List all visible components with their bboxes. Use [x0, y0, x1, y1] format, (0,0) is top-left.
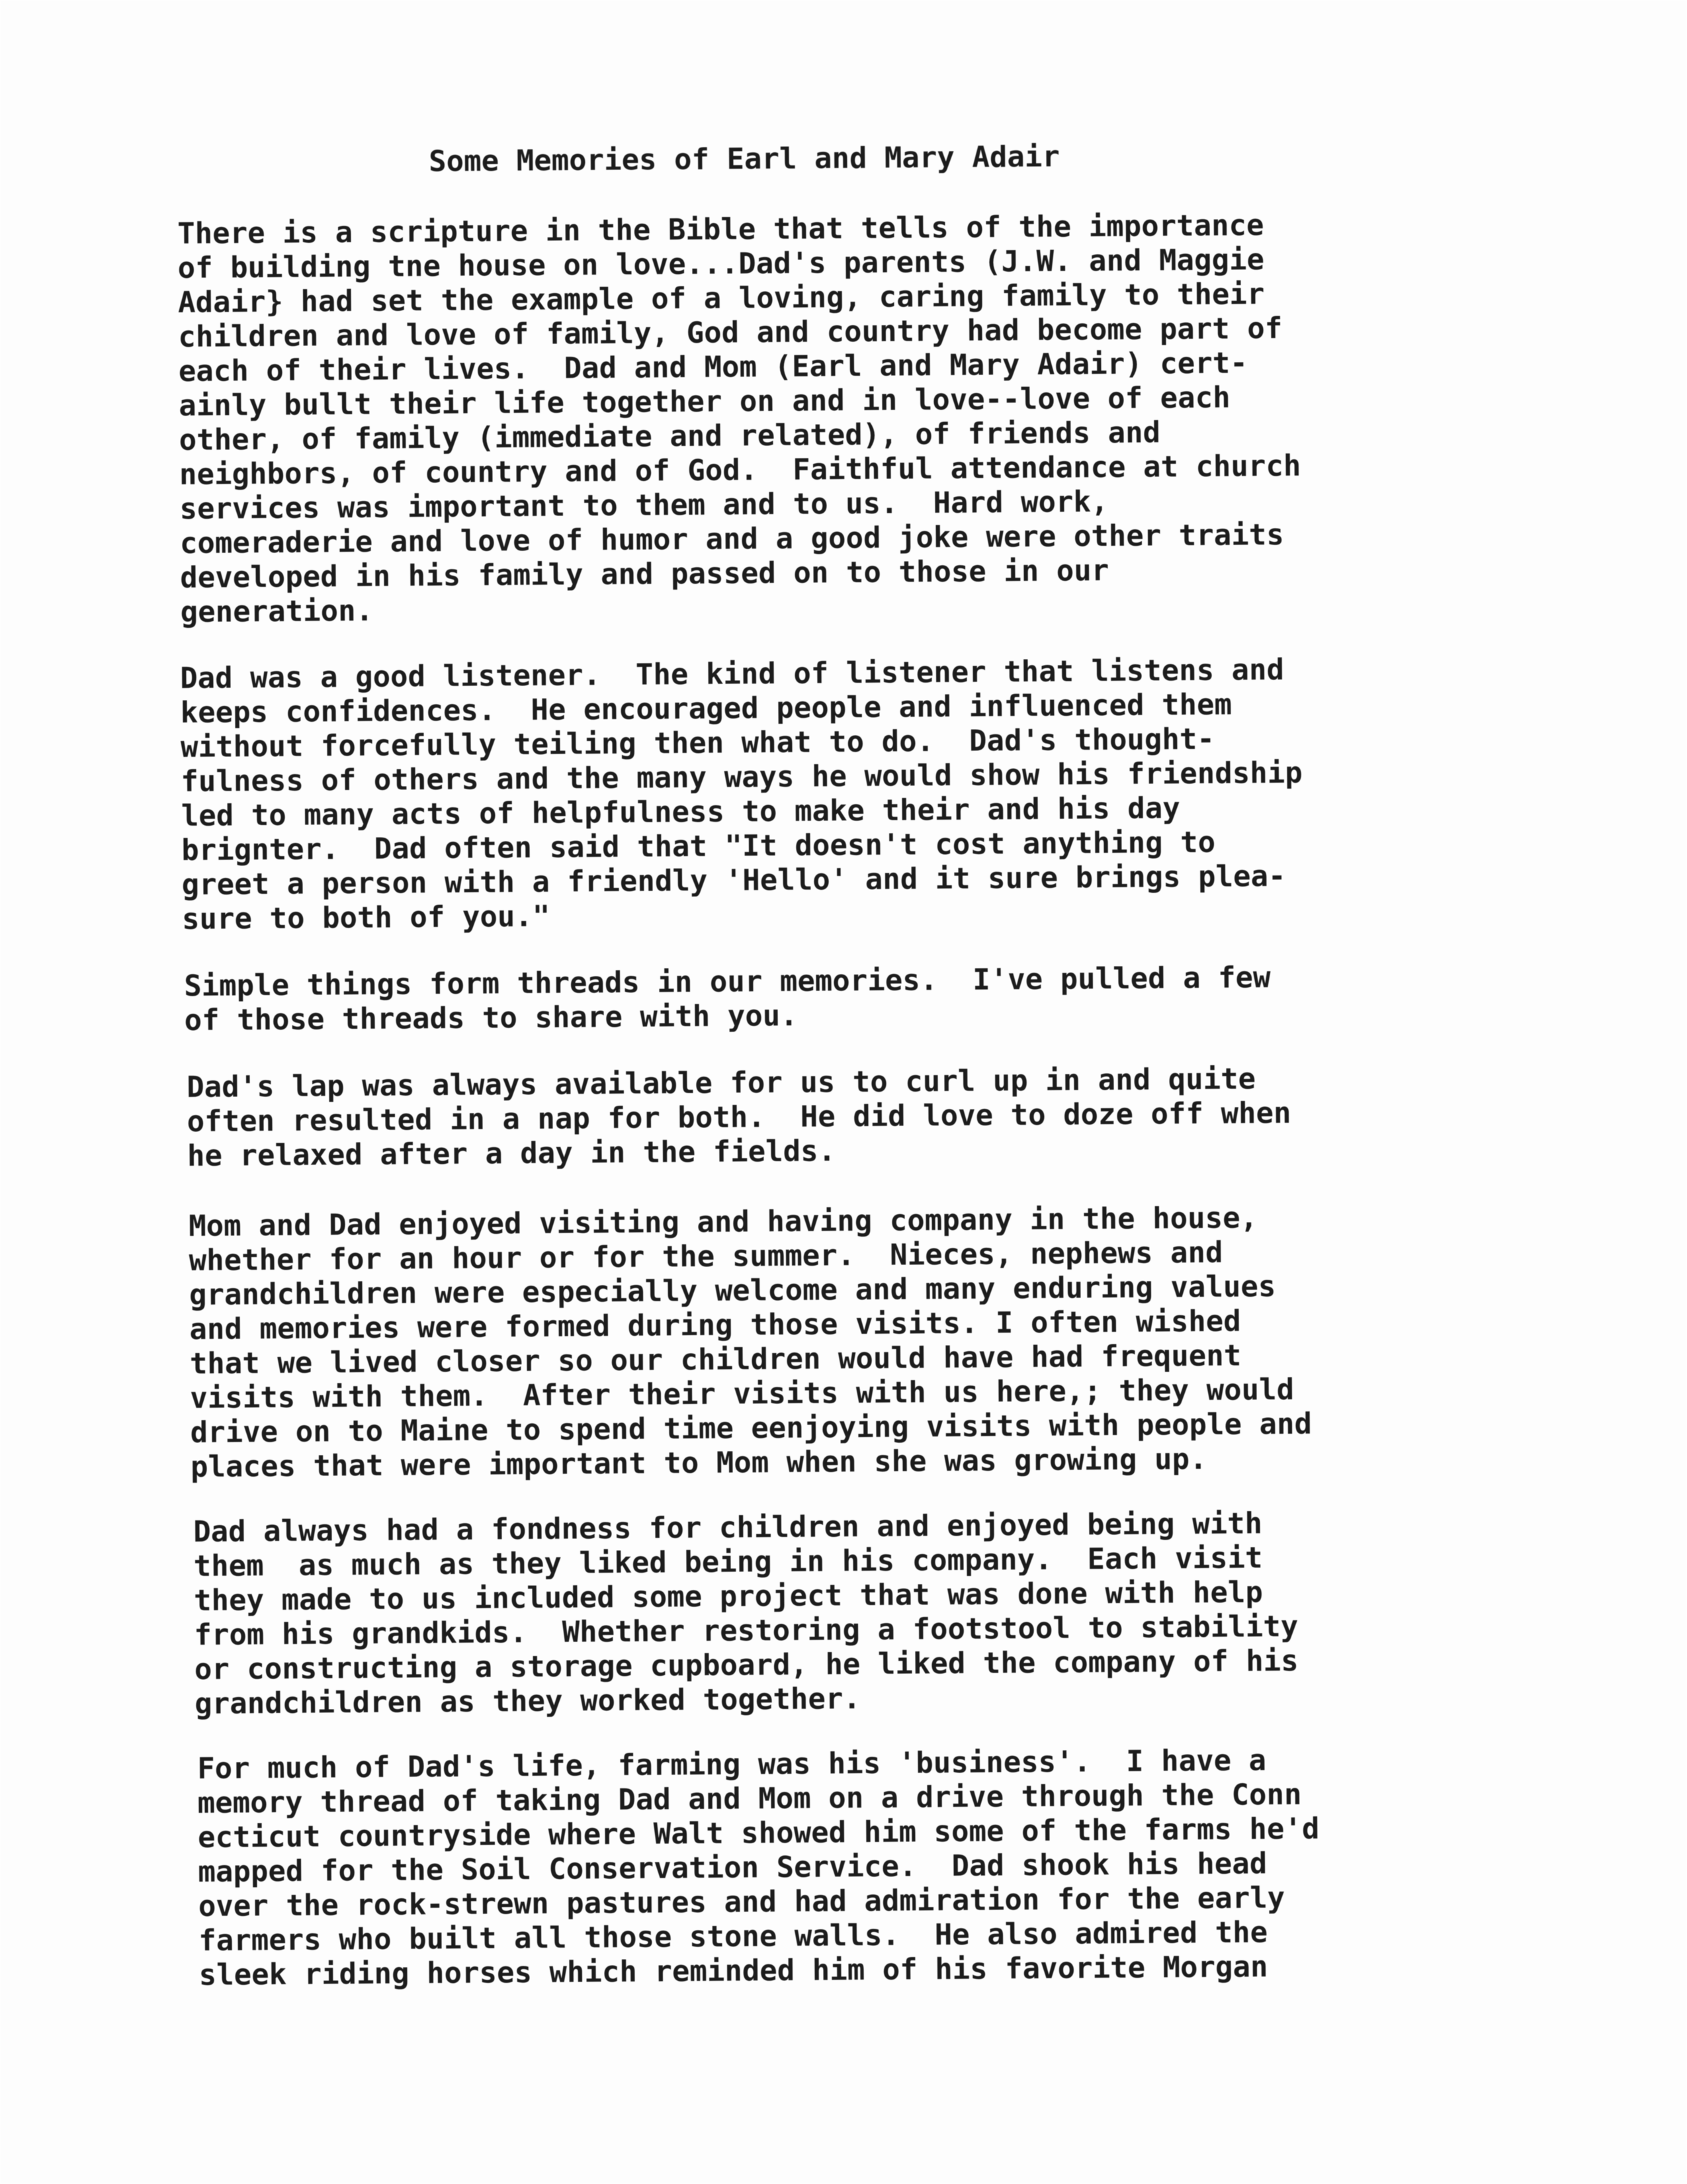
text-line: memory thread of taking Dad and Mom on a drive through the Conn	[197, 1777, 1302, 1820]
text-line: visits with them. After their visits with us here,; they would	[190, 1372, 1295, 1415]
paragraph-7	[197, 1741, 1575, 1993]
text-line: comeraderie and love of humor and a good joke were other traits	[179, 517, 1284, 560]
text-line: often resulted in a nap for both. He did love to doze off when	[187, 1096, 1291, 1139]
text-line: For much of Dad's life, farming was his 'business'. I have a	[197, 1743, 1267, 1786]
text-line: ecticut countryside where Walt showed him some of the farms he'd	[197, 1812, 1320, 1855]
text-line: they made to us included some project that was done with help	[193, 1575, 1264, 1618]
paragraph-2	[180, 651, 1558, 937]
text-line: children and love of family, God and country had become part of	[178, 311, 1283, 354]
text-line: keeps confidences. He encouraged people and influenced them	[180, 687, 1233, 730]
paragraph-3	[184, 959, 1561, 1038]
text-line: grandchildren were especially welcome and many enduring values	[189, 1270, 1276, 1312]
text-line: each of their lives. Dad and Mom (Earl and Mary Adair) cert-	[178, 346, 1248, 388]
text-line: Dad's lap was always available for us to curl up in and quite	[187, 1062, 1256, 1104]
text-line: mapped for the Soil Conservation Service. Dad shook his head	[198, 1847, 1268, 1889]
text-line: grandchildren as they worked together.	[195, 1682, 861, 1721]
text-line: of building tne house on love...Dad's parents (J.W. and Maggie	[177, 243, 1265, 285]
text-line: led to many acts of helpfulness to make their and his day	[181, 791, 1180, 833]
paragraph-4	[187, 1060, 1563, 1174]
text-line: he relaxed after a day in the fields.	[187, 1134, 836, 1173]
text-line: neighbors, of country and of God. Faithful attendance at church	[179, 449, 1301, 492]
text-line: from his grandkids. Whether restoring a footstool to stability	[194, 1609, 1299, 1652]
text-line: developed in his family and passed on to those in our	[180, 553, 1109, 595]
text-line: other, of family (immediate and related), of friends and	[179, 415, 1161, 457]
text-line: or constructing a storage cupboard, he liked the company of his	[194, 1643, 1299, 1686]
text-line: services was important to them and to us. Hard work,	[179, 484, 1109, 526]
text-line: Dad was a good listener. The kind of listener that listens and	[180, 652, 1285, 695]
paragraph-6	[193, 1505, 1571, 1722]
text-line: ainly bullt their life together on and in love--love of each	[179, 380, 1231, 423]
text-line: of those threads to share with you.	[184, 998, 798, 1037]
text-line: whether for an hour or for the summer. Nieces, nephews and	[189, 1235, 1223, 1278]
text-line: farmers who built all those stone walls. He also admired the	[198, 1915, 1268, 1958]
text-line: There is a scripture in the Bible that tells of the importance	[177, 208, 1264, 251]
text-line: over the rock-strewn pastures and had admiration for the early	[198, 1881, 1285, 1923]
document-title: Some Memories of Earl and Mary Adair	[428, 140, 1060, 179]
text-line: generation.	[180, 593, 374, 629]
text-line: Dad always had a fondness for children and enjoyed being with	[193, 1507, 1263, 1549]
text-line: and memories were formed during those visits. I often wished	[189, 1304, 1241, 1346]
text-line: brignter. Dad often said that "It doesn't cost anything to	[181, 825, 1216, 867]
text-line: sleek riding horses which reminded him of his favorite Morgan	[198, 1950, 1268, 1992]
text-line: that we lived closer so our children would have had frequent	[189, 1338, 1242, 1381]
text-line: fulness of others and the many ways he would show his friendship	[181, 756, 1303, 799]
text-line: sure to both of you."	[181, 899, 550, 936]
text-line: places that were important to Mom when she was growing up.	[190, 1442, 1207, 1484]
text-line: greet a person with a friendly 'Hello' and it sure brings plea-	[181, 859, 1286, 902]
text-line: Simple things form threads in our memories. I've pulled a few	[184, 961, 1271, 1003]
text-line: Adair} had set the example of a loving, caring family to their	[177, 277, 1265, 320]
text-line: without forcefully teiling then what to do. Dad's thought-	[180, 722, 1215, 764]
text-line: drive on to Maine to spend time eenjoying visits with people and	[190, 1407, 1313, 1450]
text-line: them as much as they liked being in his company. Each visit	[193, 1541, 1263, 1583]
paragraph-1	[177, 206, 1557, 630]
text-line: Mom and Dad enjoyed visiting and having company in the house,	[189, 1201, 1258, 1243]
paragraph-5	[189, 1199, 1567, 1485]
